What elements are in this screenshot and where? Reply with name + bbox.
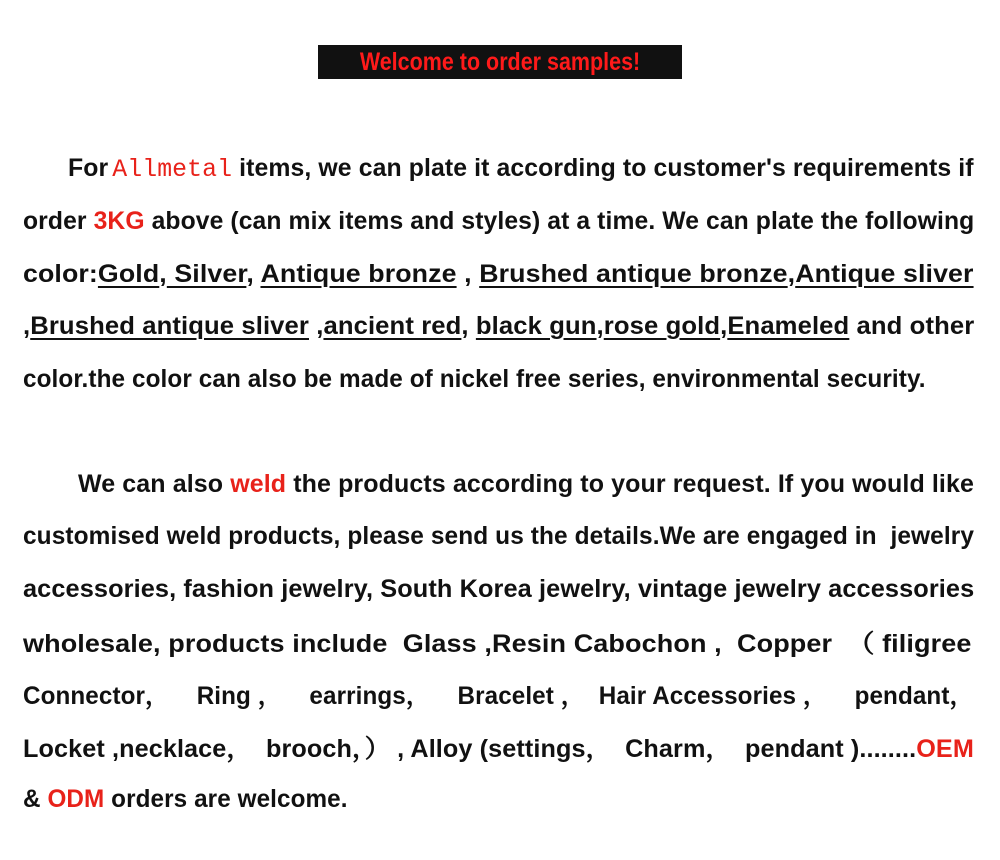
text: order (23, 206, 94, 235)
color-antique-bronze: Antique bronze (260, 259, 457, 288)
sep: , (308, 311, 324, 340)
text: wholesale, products include Glass ,Resin Cabochon , Copper （ filigree (23, 630, 972, 658)
p1-line-5 (23, 362, 974, 396)
text: accessories, fashion jewelry, South Korea jewelry, vintage jewelry accessories (23, 574, 975, 603)
color-black-gun: black gun (475, 311, 597, 340)
sep: , (787, 259, 796, 288)
sep: , (159, 259, 167, 288)
color-brushed-antique-sliver: Brushed antique sliver (30, 311, 309, 340)
text: and other (849, 311, 975, 340)
color-rose-gold: rose gold (603, 311, 721, 340)
sep: , (456, 259, 480, 288)
text: color: (23, 259, 98, 288)
sep: , (596, 311, 604, 340)
text: For (68, 154, 109, 182)
sep: , (23, 311, 31, 340)
p2-line-2 (23, 519, 974, 553)
welcome-banner (318, 45, 682, 79)
color-gold: Gold (97, 259, 160, 288)
text: the products according to your request. If you would like (286, 469, 974, 498)
color-antique-sliver: Antique sliver (795, 259, 974, 288)
text: We can also (78, 469, 231, 498)
color-enameled: Enameled (727, 311, 850, 340)
p1-line-1 (68, 152, 974, 186)
text: Connector， Ring ， earrings， Bracelet ， Hair Accessories ， pendant， (23, 682, 974, 710)
p2-line-7 (23, 782, 974, 816)
p1-line-2 (23, 204, 974, 238)
color-ancient-red: ancient red (323, 311, 462, 340)
color-brushed-antique-bronze: Brushed antique bronze (479, 259, 788, 288)
welcome-banner-text: Welcome to order samples! (359, 47, 641, 76)
weld-highlight: weld (230, 469, 287, 498)
p1-line-3 (23, 257, 974, 291)
p2-line-6 (23, 730, 974, 764)
odm-highlight: ODM (47, 784, 105, 813)
p2-line-5 (23, 677, 974, 711)
min-weight: 3KG (93, 206, 145, 235)
text: color.the color can also be made of nickel free series, environmental security. (23, 364, 926, 393)
text: items, we can plate it according to customer's requirements if (232, 154, 974, 182)
p2-line-1 (78, 467, 974, 501)
p1-line-4 (23, 309, 974, 343)
brand-name: Allmetal (112, 155, 233, 184)
text: & (23, 784, 48, 813)
oem-highlight: OEM (916, 735, 974, 763)
text: customised weld products, please send us the details.We are engaged in jewelry (23, 521, 975, 550)
color-silver: Silver (166, 259, 247, 288)
text: above (can mix items and styles) at a time. We can plate the following (144, 206, 975, 235)
text: Locket ,necklace， brooch，） , Alloy (settings， Charm， pendant )........ (23, 735, 917, 763)
p2-line-4 (23, 625, 974, 659)
sep: , (720, 311, 728, 340)
sep: , (461, 311, 476, 340)
sep: , (246, 259, 261, 288)
p2-line-3 (23, 572, 974, 606)
text: orders are welcome. (104, 784, 348, 813)
